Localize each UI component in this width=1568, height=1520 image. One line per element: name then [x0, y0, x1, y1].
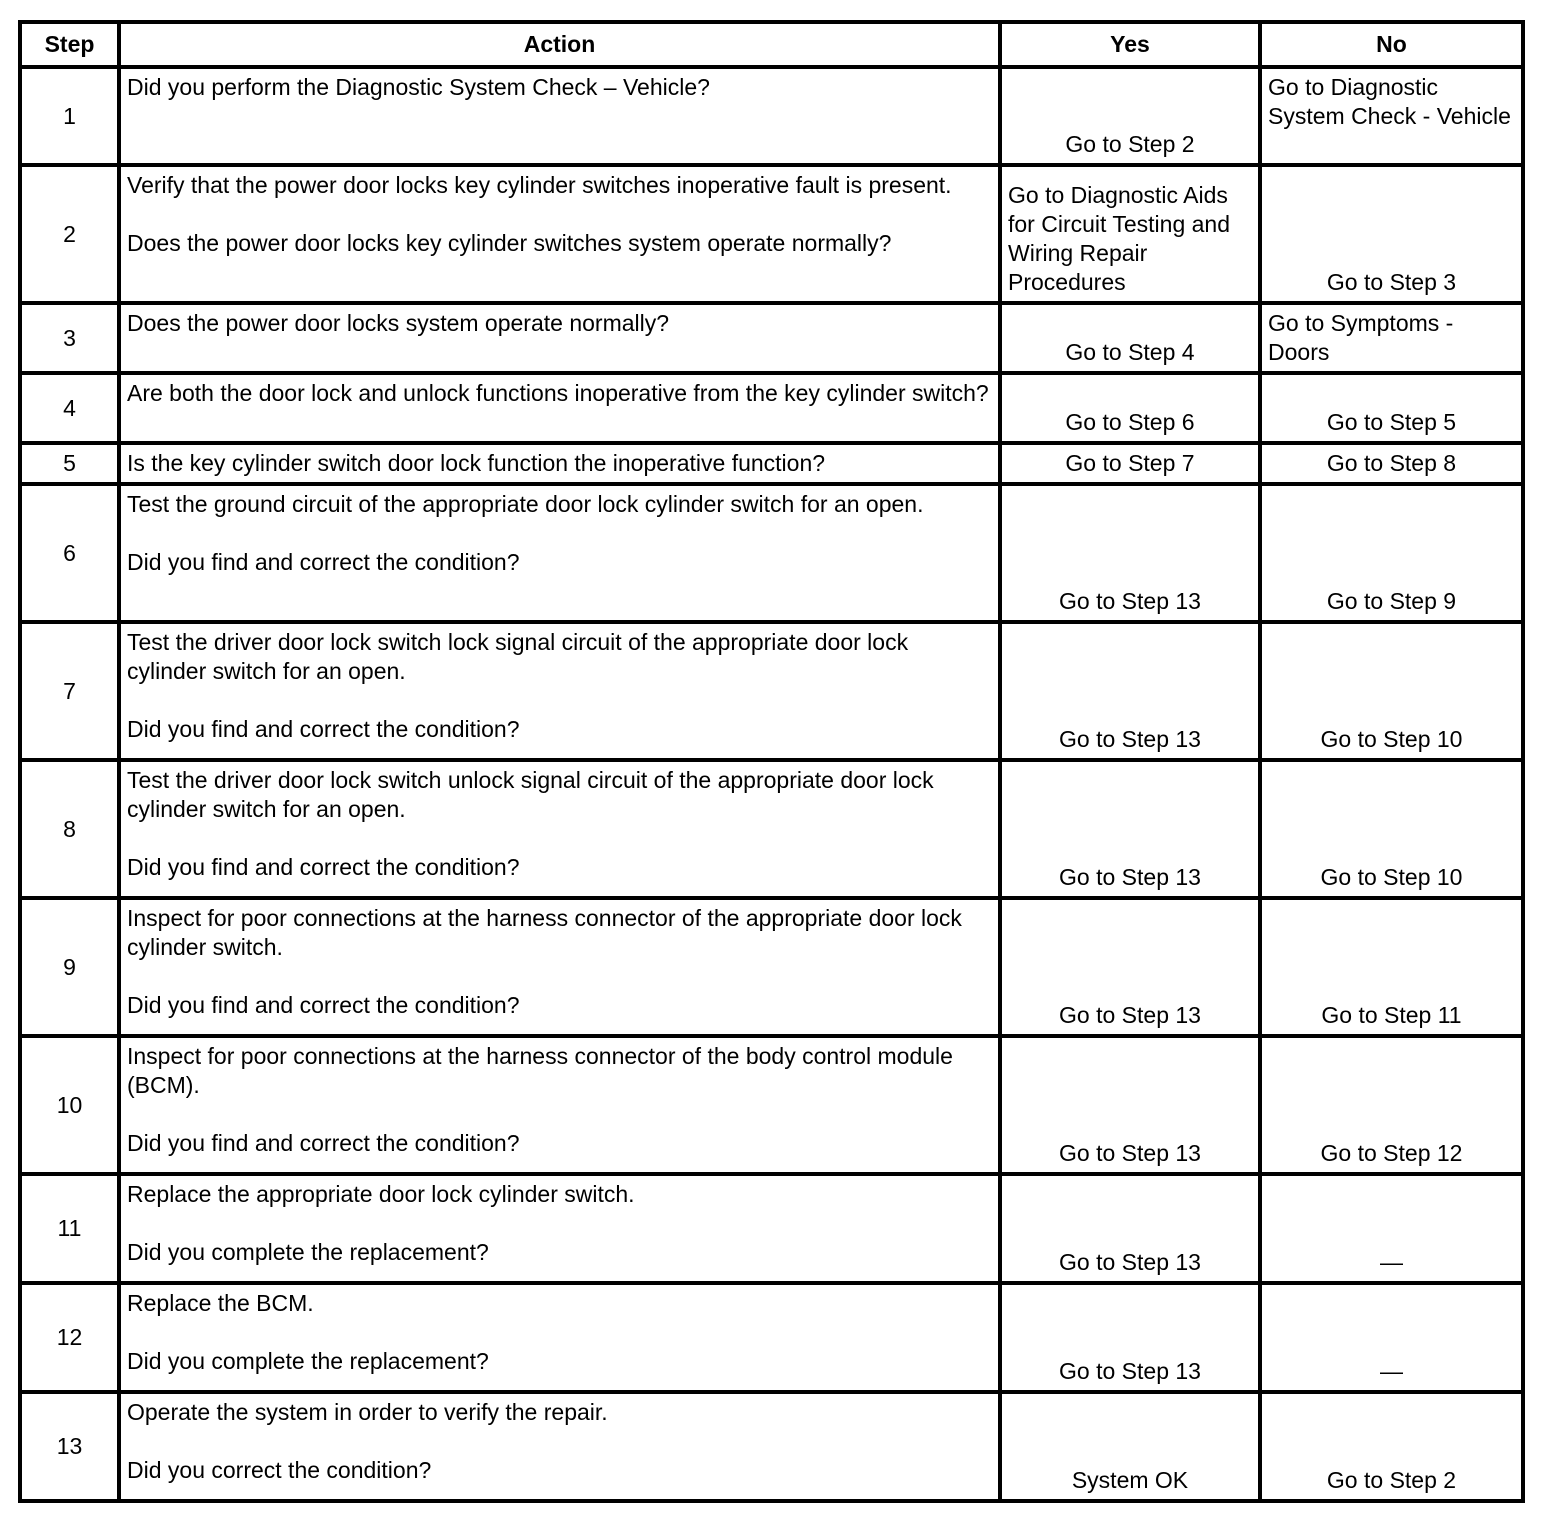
action-cell — [119, 898, 1000, 1036]
yes-cell: Go to Step 13 — [1000, 898, 1260, 1036]
table-row — [20, 443, 1523, 484]
action-cell — [119, 1283, 1000, 1392]
no-cell: Go to Step 9 — [1260, 484, 1523, 622]
step-number: 6 — [20, 484, 119, 622]
action-text: Is the key cylinder switch door lock function the inoperative function? — [127, 450, 826, 476]
action-question: Did you find and correct the condition? — [127, 549, 520, 575]
step-number: 1 — [20, 67, 119, 165]
no-cell: Go to Step 5 — [1260, 373, 1523, 443]
action-cell — [119, 1036, 1000, 1174]
table-header-row — [20, 22, 1523, 67]
yes-cell: Go to Step 2 — [1000, 67, 1260, 165]
column-header-no: No — [1260, 22, 1523, 67]
action-cell — [119, 622, 1000, 760]
action-text: Replace the BCM. — [127, 1290, 314, 1316]
action-text: Inspect for poor connections at the harness connector of the body control module (BCM). — [127, 1043, 953, 1098]
table-row — [20, 67, 1523, 165]
action-cell — [119, 165, 1000, 303]
action-question: Does the power door locks key cylinder switches system operate normally? — [127, 230, 892, 256]
column-header-yes: Yes — [1000, 22, 1260, 67]
step-number: 2 — [20, 165, 119, 303]
step-number: 7 — [20, 622, 119, 760]
action-text: Test the driver door lock switch unlock signal circuit of the appropriate door lock cylinder switch for an open. — [127, 767, 934, 822]
yes-cell: Go to Step 13 — [1000, 1036, 1260, 1174]
step-number: 3 — [20, 303, 119, 373]
no-cell: Go to Step 10 — [1260, 622, 1523, 760]
action-cell — [119, 1392, 1000, 1501]
step-number: 5 — [20, 443, 119, 484]
action-text: Did you perform the Diagnostic System Check – Vehicle? — [127, 74, 710, 100]
step-number: 8 — [20, 760, 119, 898]
action-text: Test the ground circuit of the appropriate door lock cylinder switch for an open. — [127, 491, 924, 517]
no-cell: Go to Symptoms - Doors — [1260, 303, 1523, 373]
action-question: Did you find and correct the condition? — [127, 992, 520, 1018]
table-row — [20, 1036, 1523, 1174]
no-cell: Go to Step 12 — [1260, 1036, 1523, 1174]
table-row — [20, 622, 1523, 760]
table-row — [20, 303, 1523, 373]
diagnostic-table — [18, 20, 1525, 1503]
step-number: 4 — [20, 373, 119, 443]
action-text: Test the driver door lock switch lock signal circuit of the appropriate door lock cylinder switch for an open. — [127, 629, 909, 684]
column-header-action: Action — [119, 22, 1000, 67]
action-question: Did you correct the condition? — [127, 1457, 432, 1483]
action-question: Did you find and correct the condition? — [127, 716, 520, 742]
yes-cell: Go to Step 13 — [1000, 1174, 1260, 1283]
table-row — [20, 898, 1523, 1036]
no-cell: Go to Step 3 — [1260, 165, 1523, 303]
table-row — [20, 760, 1523, 898]
action-text: Operate the system in order to verify the repair. — [127, 1399, 608, 1425]
yes-cell: Go to Step 7 — [1000, 443, 1260, 484]
action-cell — [119, 303, 1000, 373]
action-text: Does the power door locks system operate normally? — [127, 310, 670, 336]
step-number: 10 — [20, 1036, 119, 1174]
action-cell — [119, 1174, 1000, 1283]
step-number: 12 — [20, 1283, 119, 1392]
table-row — [20, 1174, 1523, 1283]
no-cell: Go to Step 8 — [1260, 443, 1523, 484]
table-row — [20, 373, 1523, 443]
action-question: Did you complete the replacement? — [127, 1348, 489, 1374]
yes-cell: Go to Step 4 — [1000, 303, 1260, 373]
step-number: 11 — [20, 1174, 119, 1283]
yes-cell: Go to Step 13 — [1000, 1283, 1260, 1392]
action-question: Did you complete the replacement? — [127, 1239, 489, 1265]
step-number: 9 — [20, 898, 119, 1036]
yes-cell: Go to Step 13 — [1000, 484, 1260, 622]
yes-cell: Go to Diagnostic Aids for Circuit Testing and Wiring Repair Procedures — [1000, 165, 1260, 303]
action-cell — [119, 373, 1000, 443]
action-question: Did you find and correct the condition? — [127, 1130, 520, 1156]
action-text: Inspect for poor connections at the harness connector of the appropriate door lock cylinder switch. — [127, 905, 962, 960]
no-cell: Go to Step 10 — [1260, 760, 1523, 898]
step-number: 13 — [20, 1392, 119, 1501]
action-text: Verify that the power door locks key cylinder switches inoperative fault is present. — [127, 172, 952, 198]
no-cell: Go to Step 2 — [1260, 1392, 1523, 1501]
yes-cell: Go to Step 13 — [1000, 760, 1260, 898]
no-cell: Go to Diagnostic System Check - Vehicle — [1260, 67, 1523, 165]
action-cell — [119, 484, 1000, 622]
action-text: Are both the door lock and unlock functions inoperative from the key cylinder switch? — [127, 380, 989, 406]
table-row — [20, 484, 1523, 622]
table-row — [20, 165, 1523, 303]
yes-cell: Go to Step 6 — [1000, 373, 1260, 443]
no-cell: Go to Step 11 — [1260, 898, 1523, 1036]
action-cell — [119, 443, 1000, 484]
table-row — [20, 1392, 1523, 1501]
yes-cell: System OK — [1000, 1392, 1260, 1501]
no-cell: — — [1260, 1174, 1523, 1283]
no-cell: — — [1260, 1283, 1523, 1392]
action-text: Replace the appropriate door lock cylinder switch. — [127, 1181, 635, 1207]
action-cell — [119, 67, 1000, 165]
action-cell — [119, 760, 1000, 898]
action-question: Did you find and correct the condition? — [127, 854, 520, 880]
yes-cell: Go to Step 13 — [1000, 622, 1260, 760]
column-header-step: Step — [20, 22, 119, 67]
table-row — [20, 1283, 1523, 1392]
